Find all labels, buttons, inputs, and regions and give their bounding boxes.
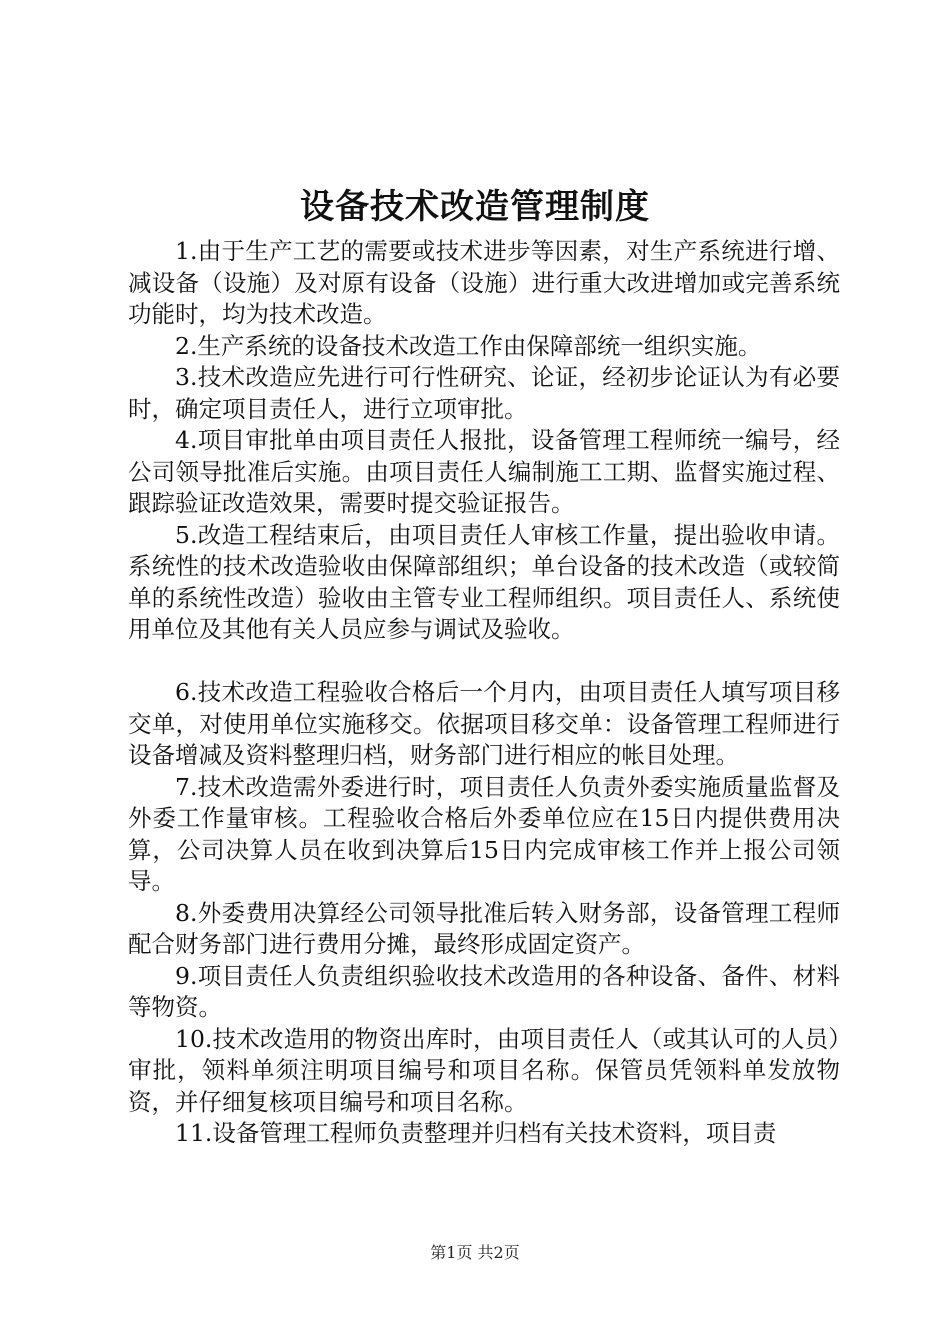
document-body xyxy=(128,236,840,1150)
document-title: 设备技术改造管理制度 xyxy=(300,187,650,227)
paragraph-9: 9.项目责任人负责组织验收技术改造用的各种设备、备件、材料等物资。 xyxy=(128,961,840,1021)
paragraph-2: 2.生产系统的设备技术改造工作由保障部统一组织实施。 xyxy=(175,331,762,360)
paragraph-4: 4.项目审批单由项目责任人报批，设备管理工程师统一编号，经公司领导批准后实施。由项目责任人编制施工工期、监督实施过程、跟踪验证改造效果，需要时提交验证报告。 xyxy=(128,426,840,517)
paragraph-7: 7.技术改造需外委进行时，项目责任人负责外委实施质量监督及外委工作量审核。工程验收合格后外委单位应在15日内提供费用决算，公司决算人员在收到决算后15日内完成审核工作并上报公司领导。 xyxy=(128,772,840,895)
paragraph-8: 8.外委费用决算经公司领导批准后转入财务部，设备管理工程师配合财务部门进行费用分摊，最终形成固定资产。 xyxy=(128,898,840,958)
paragraph-10: 10.技术改造用的物资出库时，由项目责任人（或其认可的人员）审批，领料单须注明项目编号和项目名称。保管员凭领料单发放物资，并仔细复核项目编号和项目名称。 xyxy=(128,1024,840,1116)
paragraph-5: 5.改造工程结束后，由项目责任人审核工作量，提出验收申请。系统性的技术改造验收由保障部组织；单台设备的技术改造（或较简单的系统性改造）验收由主管专业工程师组织。项目责任人、系统使用单位及其他有关人员应参与调试及验收。 xyxy=(128,520,840,643)
paragraph-11: 11.设备管理工程师负责整理并归档有关技术资料，项目责 xyxy=(175,1119,777,1147)
page-footer: 第1页 共2页 xyxy=(430,1243,520,1262)
paragraph-3: 3.技术改造应先进行可行性研究、论证，经初步论证认为有必要时，确定项目责任人，进行立项审批。 xyxy=(128,363,840,423)
paragraph-6: 6.技术改造工程验收合格后一个月内，由项目责任人填写项目移交单，对使用单位实施移交。依据项目移交单：设备管理工程师进行设备增减及资料整理归档，财务部门进行相应的帐目处理。 xyxy=(128,678,840,769)
paragraph-1: 1.由于生产工艺的需要或技术进步等因素，对生产系统进行增、减设备（设施）及对原有设备（设施）进行重大改进增加或完善系统功能时，均为技术改造。 xyxy=(128,237,840,328)
